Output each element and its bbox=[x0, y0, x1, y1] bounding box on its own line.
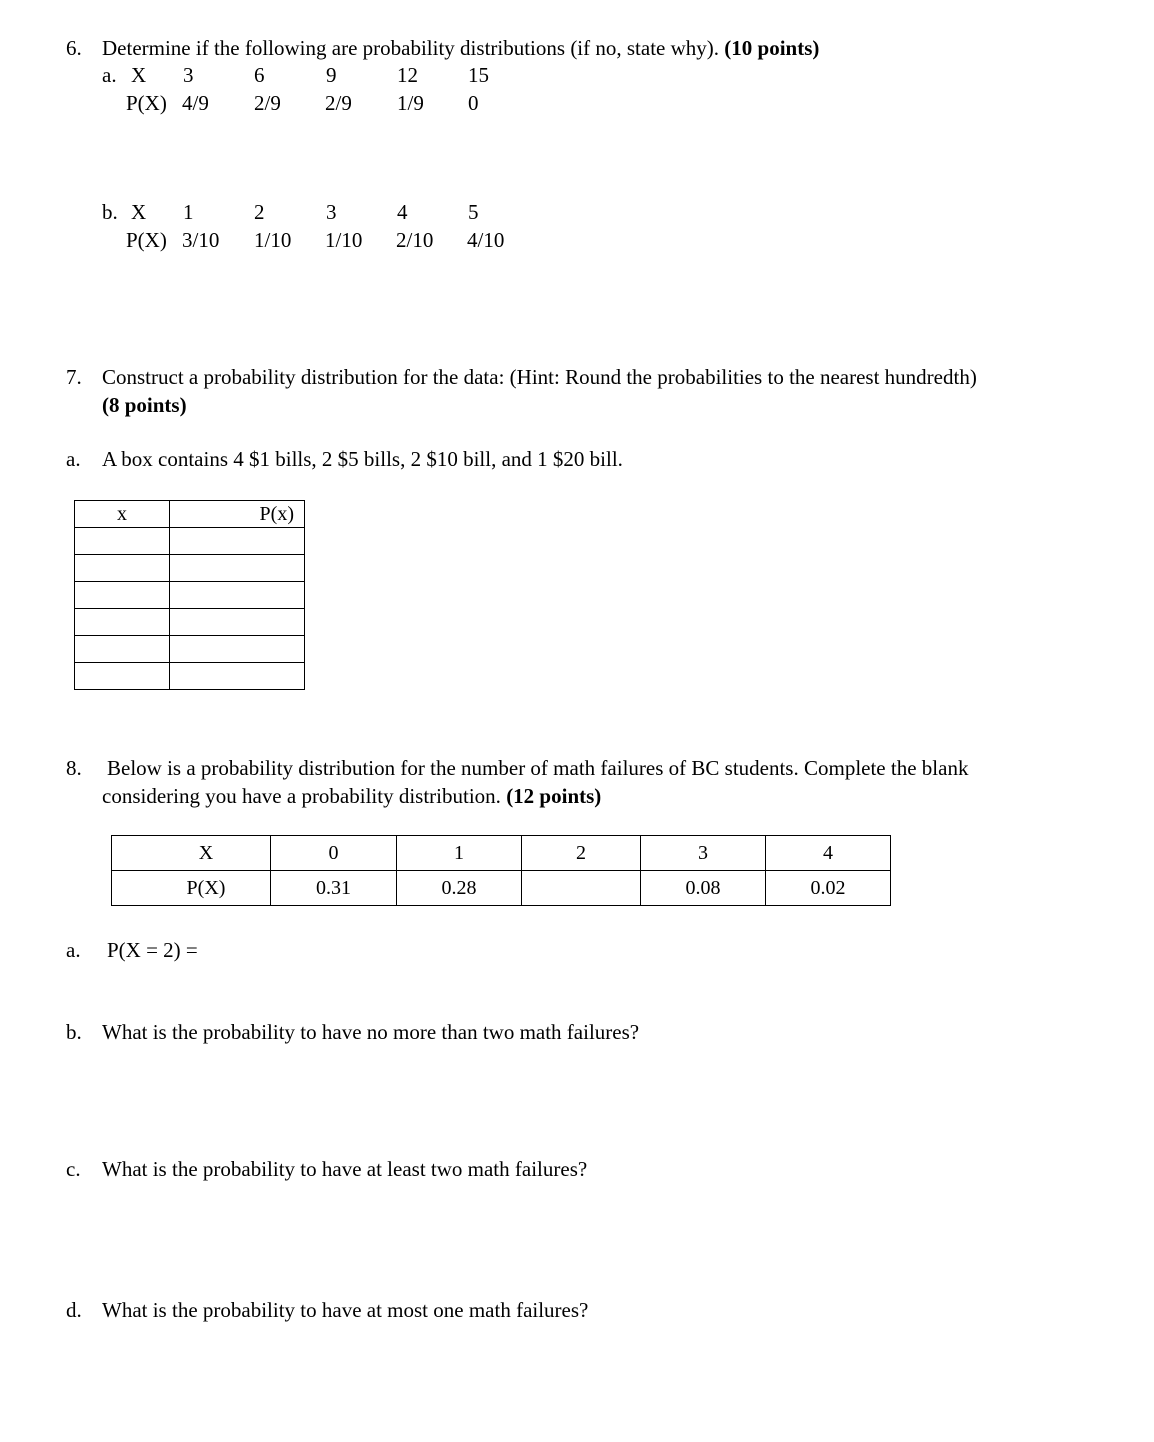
q6b-p-value: 2/10 bbox=[396, 228, 434, 252]
q6-number: 6. bbox=[66, 36, 82, 60]
table-cell[interactable] bbox=[170, 582, 305, 609]
table-cell: 4 bbox=[766, 836, 891, 871]
table-cell[interactable] bbox=[170, 528, 305, 555]
table-row bbox=[75, 663, 305, 690]
table-row bbox=[112, 836, 891, 871]
blank-cell[interactable] bbox=[522, 871, 641, 906]
q8c-label: c. bbox=[66, 1157, 81, 1181]
q8b-text: What is the probability to have no more than two math failures? bbox=[102, 1020, 640, 1044]
q6b-label: b. bbox=[102, 200, 118, 224]
table-cell: 0.02 bbox=[766, 871, 891, 906]
table-row bbox=[75, 582, 305, 609]
q7a-label: a. bbox=[66, 447, 81, 471]
q6a-p-label: P(X) bbox=[126, 91, 167, 115]
table-cell: 1 bbox=[397, 836, 522, 871]
table-header-px: P(x) bbox=[170, 501, 305, 528]
q6b-x-value: 1 bbox=[183, 200, 194, 224]
q8-text-line2: considering you have a probability distribution. bbox=[102, 784, 501, 808]
q8a-label: a. bbox=[66, 938, 81, 962]
table-row bbox=[75, 636, 305, 663]
q7a-text: A box contains 4 $1 bills, 2 $5 bills, 2 $10 bill, and 1 $20 bill. bbox=[102, 447, 623, 471]
q6b-p-value: 1/10 bbox=[254, 228, 292, 252]
table-row bbox=[75, 609, 305, 636]
table-header-x: X bbox=[112, 836, 271, 871]
q8-points: (12 points) bbox=[506, 784, 602, 808]
table-cell[interactable] bbox=[170, 609, 305, 636]
q6a-p-value: 2/9 bbox=[325, 91, 352, 115]
table-cell[interactable] bbox=[170, 636, 305, 663]
q6b-x-value: 2 bbox=[254, 200, 265, 224]
table-row bbox=[75, 528, 305, 555]
table-cell: 0.31 bbox=[271, 871, 397, 906]
q6b-p-value: 3/10 bbox=[182, 228, 220, 252]
q6a-x-value: 6 bbox=[254, 63, 265, 87]
q6a-x-value: 12 bbox=[397, 63, 418, 87]
q6-prompt bbox=[102, 38, 819, 59]
q7-points: (8 points) bbox=[102, 393, 187, 417]
q6b-x-value: 5 bbox=[468, 200, 479, 224]
q8-distribution-table bbox=[111, 835, 891, 906]
q8-prompt-line2 bbox=[102, 786, 601, 807]
q6a-p-value: 0 bbox=[468, 91, 479, 115]
q6b-p-value: 4/10 bbox=[467, 228, 505, 252]
table-cell: 0.28 bbox=[397, 871, 522, 906]
q6-points: (10 points) bbox=[724, 36, 820, 60]
table-cell[interactable] bbox=[75, 528, 170, 555]
q8d-text: What is the probability to have at most one math failures? bbox=[102, 1298, 589, 1322]
table-cell[interactable] bbox=[75, 609, 170, 636]
table-cell[interactable] bbox=[75, 555, 170, 582]
table-cell: 0 bbox=[271, 836, 397, 871]
q6a-x-value: 3 bbox=[183, 63, 194, 87]
q6b-x-label: X bbox=[131, 200, 147, 224]
q6a-p-value: 2/9 bbox=[254, 91, 281, 115]
q6a-label: a. bbox=[102, 63, 117, 87]
table-cell[interactable] bbox=[75, 636, 170, 663]
q8c-text: What is the probability to have at least two math failures? bbox=[102, 1157, 588, 1181]
table-header-x: x bbox=[75, 501, 170, 528]
q6b-x-value: 3 bbox=[326, 200, 337, 224]
q7-text: Construct a probability distribution for the data: (Hint: Round the probabilities to the nearest hundredth) bbox=[102, 365, 977, 389]
q6b-p-value: 1/10 bbox=[325, 228, 363, 252]
q6b-p-label: P(X) bbox=[126, 228, 167, 252]
q6b-x-value: 4 bbox=[397, 200, 408, 224]
table-cell: 0.08 bbox=[641, 871, 766, 906]
table-cell: 2 bbox=[522, 836, 641, 871]
q7-distribution-table bbox=[74, 500, 305, 690]
table-cell: 3 bbox=[641, 836, 766, 871]
q6a-p-value: 4/9 bbox=[182, 91, 209, 115]
q6a-x-value: 15 bbox=[468, 63, 489, 87]
table-cell[interactable] bbox=[75, 663, 170, 690]
q6a-p-value: 1/9 bbox=[397, 91, 424, 115]
q8b-label: b. bbox=[66, 1020, 82, 1044]
q6-text: Determine if the following are probability distributions (if no, state why). bbox=[102, 36, 720, 60]
table-row bbox=[112, 871, 891, 906]
q8a-text: P(X = 2) = bbox=[107, 938, 198, 962]
q6a-x-label: X bbox=[131, 63, 147, 87]
table-header-px: P(X) bbox=[112, 871, 271, 906]
q8d-label: d. bbox=[66, 1298, 82, 1322]
table-cell[interactable] bbox=[75, 582, 170, 609]
q8-number: 8. bbox=[66, 756, 82, 780]
q6a-x-value: 9 bbox=[326, 63, 337, 87]
table-row bbox=[75, 555, 305, 582]
table-row bbox=[75, 501, 305, 528]
q7-number: 7. bbox=[66, 365, 82, 389]
table-cell[interactable] bbox=[170, 663, 305, 690]
table-cell[interactable] bbox=[170, 555, 305, 582]
q8-text-line1: Below is a probability distribution for the number of math failures of BC students. Complete the blank bbox=[107, 756, 969, 780]
